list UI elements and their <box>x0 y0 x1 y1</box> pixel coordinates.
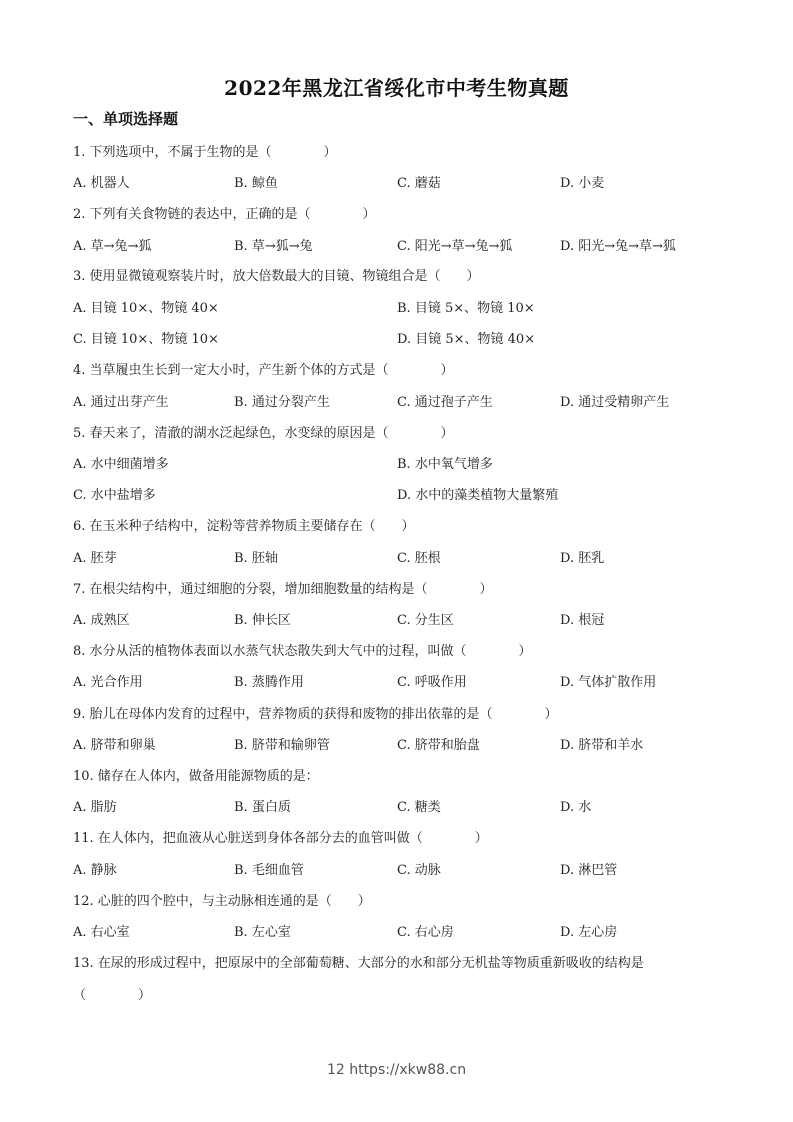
option-d: D. 淋巴管 <box>560 863 618 878</box>
question-stem: 9. 胎儿在母体内发育的过程中，营养物质的获得和废物的排出依靠的是（ ） <box>73 707 558 722</box>
option-c: C. 右心房 <box>397 925 454 940</box>
option-b: B. 草→狐→兔 <box>234 239 313 254</box>
option-c: C. 阳光→草→兔→狐 <box>397 239 513 254</box>
page-footer: 12 https://xkw88.cn <box>326 1062 467 1078</box>
option-a: A. 右心室 <box>73 925 130 940</box>
question-stem: 3. 使用显微镜观察装片时，放大倍数最大的目镜、物镜组合是（ ） <box>73 269 480 284</box>
option-d: D. 水 <box>560 800 592 815</box>
question-stem: 2. 下列有关食物链的表达中，正确的是（ ） <box>73 207 376 222</box>
option-b: B. 目镜 5×、物镜 10× <box>397 301 535 316</box>
options-row <box>73 796 733 816</box>
option-c: C. 脐带和胎盘 <box>397 738 480 753</box>
options-row <box>73 609 733 629</box>
option-c: C. 目镜 10×、物镜 10× <box>73 332 219 347</box>
option-a: A. 光合作用 <box>73 675 143 690</box>
question-stem: 10. 储存在人体内，做备用能源物质的是： <box>73 769 319 784</box>
question-stem: 7. 在根尖结构中，通过细胞的分裂，增加细胞数量的结构是（ ） <box>73 582 493 597</box>
option-b: B. 蒸腾作用 <box>234 675 304 690</box>
option-c: C. 胚根 <box>397 551 441 566</box>
options-row <box>73 297 733 317</box>
option-a: A. 通过出芽产生 <box>73 395 169 410</box>
option-a: A. 脂肪 <box>73 800 117 815</box>
option-d: D. 胚乳 <box>560 551 605 566</box>
option-b: B. 鲸鱼 <box>234 176 278 191</box>
option-c: C. 呼吸作用 <box>397 675 467 690</box>
options-row <box>73 235 733 255</box>
option-b: B. 水中氧气增多 <box>397 457 493 472</box>
option-a: A. 水中细菌增多 <box>73 457 169 472</box>
option-b: B. 伸长区 <box>234 613 291 628</box>
option-d: D. 气体扩散作用 <box>560 675 657 690</box>
option-d: D. 水中的藻类植物大量繁殖 <box>397 488 559 503</box>
section-heading: 一、单项选择题 <box>73 110 179 128</box>
option-d: D. 小麦 <box>560 176 605 191</box>
option-d: D. 阳光→兔→草→狐 <box>560 239 676 254</box>
option-b: B. 胚轴 <box>234 551 278 566</box>
option-b: B. 左心室 <box>234 925 291 940</box>
option-c: C. 蘑菇 <box>397 176 441 191</box>
question-stem: 8. 水分从活的植物体表面以水蒸气状态散失到大气中的过程，叫做（ ） <box>73 644 532 659</box>
option-a: A. 机器人 <box>73 176 130 191</box>
option-b: B. 毛细血管 <box>234 863 304 878</box>
question-stem: 12. 心脏的四个腔中，与主动脉相连通的是（ ） <box>73 894 371 909</box>
options-row <box>73 547 733 567</box>
question-stem: 5. 春天来了，清澈的湖水泛起绿色，水变绿的原因是（ ） <box>73 426 454 441</box>
question-stem: 4. 当草履虫生长到一定大小时，产生新个体的方式是（ ） <box>73 363 454 378</box>
question-stem: 13. 在尿的形成过程中，把原尿中的全部葡萄糖、大部分的水和部分无机盐等物质重新吸收的结构是 <box>73 956 644 971</box>
question-stem: 6. 在玉米种子结构中，淀粉等营养物质主要储存在（ ） <box>73 519 415 534</box>
option-a: A. 脐带和卵巢 <box>73 738 156 753</box>
option-a: A. 成熟区 <box>73 613 130 628</box>
option-b: B. 蛋白质 <box>234 800 291 815</box>
options-row <box>73 921 733 941</box>
option-d: D. 左心房 <box>560 925 618 940</box>
page-title: 2022年黑龙江省绥化市中考生物真题 <box>224 76 569 100</box>
options-row <box>73 859 733 879</box>
options-row <box>73 484 733 504</box>
question-stem: 1. 下列选项中，不属于生物的是（ ） <box>73 145 337 160</box>
option-a: A. 草→兔→狐 <box>73 239 152 254</box>
option-c: C. 通过孢子产生 <box>397 395 493 410</box>
option-c: C. 糖类 <box>397 800 441 815</box>
option-d: D. 目镜 5×、物镜 40× <box>397 332 536 347</box>
option-d: D. 脐带和羊水 <box>560 738 644 753</box>
question-stem: 11. 在人体内，把血液从心脏送到身体各部分去的血管叫做（ ） <box>73 831 488 846</box>
option-b: B. 脐带和输卵管 <box>234 738 330 753</box>
options-row <box>73 391 733 411</box>
answer-blank: （ ） <box>73 988 152 1003</box>
option-a: A. 静脉 <box>73 863 117 878</box>
options-row <box>73 328 733 348</box>
option-d: D. 通过受精卵产生 <box>560 395 670 410</box>
options-row <box>73 671 733 691</box>
option-c: C. 水中盐增多 <box>73 488 156 503</box>
option-a: A. 目镜 10×、物镜 40× <box>73 301 219 316</box>
option-c: C. 分生区 <box>397 613 454 628</box>
option-c: C. 动脉 <box>397 863 441 878</box>
options-row <box>73 453 733 473</box>
options-row <box>73 734 733 754</box>
option-a: A. 胚芽 <box>73 551 117 566</box>
option-d: D. 根冠 <box>560 613 605 628</box>
option-b: B. 通过分裂产生 <box>234 395 330 410</box>
options-row <box>73 172 733 192</box>
